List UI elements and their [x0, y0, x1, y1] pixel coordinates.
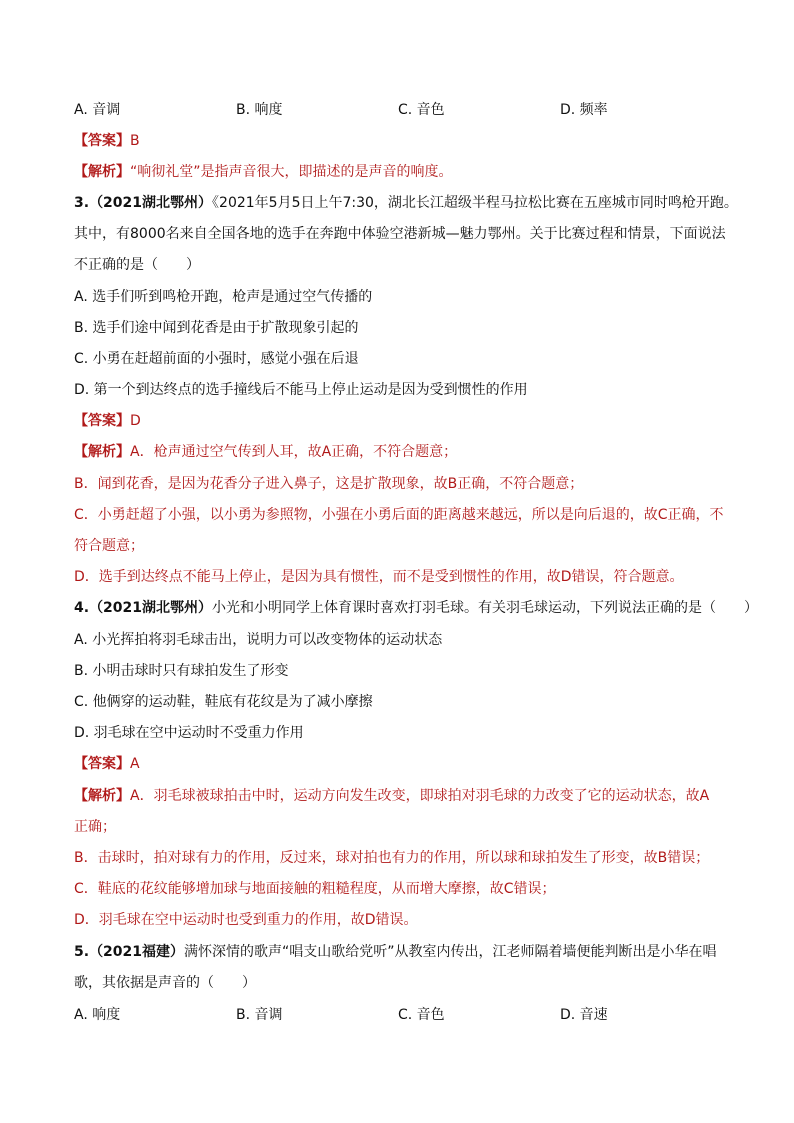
question-source: （2021福建） — [89, 944, 185, 960]
answer-tag: 【答案】 — [74, 413, 130, 429]
q4-stem-line — [74, 598, 759, 618]
analysis-line: B．闻到花香，是因为花香分子进入鼻子，这是扩散现象，故B正确，不符合题意； — [74, 476, 584, 492]
q2-option-b: B. 响度 — [236, 102, 283, 118]
analysis-line: A．羽毛球被球拍击中时，运动方向发生改变，即球拍对羽毛球的力改变了它的运动状态，故A — [130, 788, 710, 804]
analysis-tag: 【解析】 — [74, 788, 130, 804]
q2-options — [74, 100, 746, 120]
analysis-tag: 【解析】 — [74, 444, 130, 460]
analysis-line: D．选手到达终点不能马上停止，是因为具有惯性，而不是受到惯性的作用，故D错误，符合题意。 — [74, 569, 684, 585]
q2-answer — [74, 131, 746, 151]
q5-stem-line — [74, 942, 746, 962]
answer-tag: 【答案】 — [74, 756, 130, 772]
q4-answer — [74, 754, 746, 774]
q5-option-c: C. 音色 — [398, 1007, 445, 1023]
q3-option-c: C. 小勇在赶超前面的小强时，感觉小强在后退 — [74, 351, 359, 367]
q5-option-b: B. 音调 — [236, 1007, 283, 1023]
q2-option-d: D. 频率 — [560, 102, 608, 118]
q4-option-d: D. 羽毛球在空中运动时不受重力作用 — [74, 725, 304, 741]
q3-analysis — [74, 442, 746, 462]
q2-option-a: A. 音调 — [74, 102, 121, 118]
q3-option-d: D. 第一个到达终点的选手撞线后不能马上停止运动是因为受到惯性的作用 — [74, 382, 528, 398]
q4-option-c: C. 他俩穿的运动鞋，鞋底有花纹是为了减小摩擦 — [74, 694, 373, 710]
q3-option-b: B. 选手们途中闻到花香是由于扩散现象引起的 — [74, 320, 359, 336]
q4-option-a: A. 小光挥拍将羽毛球击出，说明力可以改变物体的运动状态 — [74, 632, 443, 648]
q5-option-d: D. 音速 — [560, 1007, 608, 1023]
answer-value: D — [130, 413, 141, 429]
analysis-line: 正确； — [74, 819, 116, 835]
q3-stem-line: 不正确的是（ ） — [74, 257, 200, 273]
question-source: （2021湖北鄂州） — [89, 600, 213, 616]
q4-option-b: B. 小明击球时只有球拍发生了形变 — [74, 663, 289, 679]
question-number: 4. — [74, 600, 90, 616]
analysis-line: D．羽毛球在空中运动时也受到重力的作用，故D错误。 — [74, 912, 418, 928]
q3-stem-line — [74, 193, 746, 213]
question-stem: 《2021年5月5日上午7:30，湖北长江超级半程马拉松比赛在五座城市同时鸣枪开跑。 — [212, 195, 738, 211]
question-source: （2021湖北鄂州） — [89, 195, 213, 211]
q5-option-a: A. 响度 — [74, 1007, 121, 1023]
question-number: 5. — [74, 944, 90, 960]
q3-answer — [74, 411, 746, 431]
q5-stem-line: 歌，其依据是声音的（ ） — [74, 975, 256, 991]
q3-option-a: A. 选手们听到鸣枪开跑，枪声是通过空气传播的 — [74, 289, 373, 305]
answer-tag: 【答案】 — [74, 133, 130, 149]
analysis-line: B．击球时，拍对球有力的作用，反过来，球对拍也有力的作用，所以球和球拍发生了形变，故B错误； — [74, 850, 710, 866]
question-stem: 满怀深情的歌声“唱支山歌给党听”从教室内传出，江老师隔着墙便能判断出是小华在唱 — [184, 944, 717, 960]
question-number: 3. — [74, 195, 90, 211]
q2-option-c: C. 音色 — [398, 102, 445, 118]
analysis-line: A．枪声通过空气传到人耳，故A正确，不符合题意； — [130, 444, 458, 460]
q2-analysis — [74, 162, 746, 182]
analysis-line: C．小勇赶超了小强，以小勇为参照物，小强在小勇后面的距离越来越远，所以是向后退的，故C正确，不 — [74, 507, 724, 523]
answer-value: B — [130, 133, 140, 149]
answer-value: A — [130, 756, 140, 772]
analysis-tag: 【解析】 — [74, 164, 130, 180]
analysis-line: C．鞋底的花纹能够增加球与地面接触的粗糙程度，从而增大摩擦，故C错误； — [74, 881, 556, 897]
question-stem: 小光和小明同学上体育课时喜欢打羽毛球。有关羽毛球运动，下列说法正确的是（ ） — [212, 600, 759, 616]
analysis-line: 符合题意； — [74, 538, 144, 554]
q3-stem-line: 其中，有8000名来自全国各地的选手在奔跑中体验空港新城—魅力鄂州。关于比赛过程和情景，下面说法 — [74, 226, 726, 242]
q4-analysis — [74, 786, 746, 806]
analysis-line: “响彻礼堂”是指声音很大，即描述的是声音的响度。 — [130, 164, 453, 180]
q5-options — [74, 1005, 746, 1025]
